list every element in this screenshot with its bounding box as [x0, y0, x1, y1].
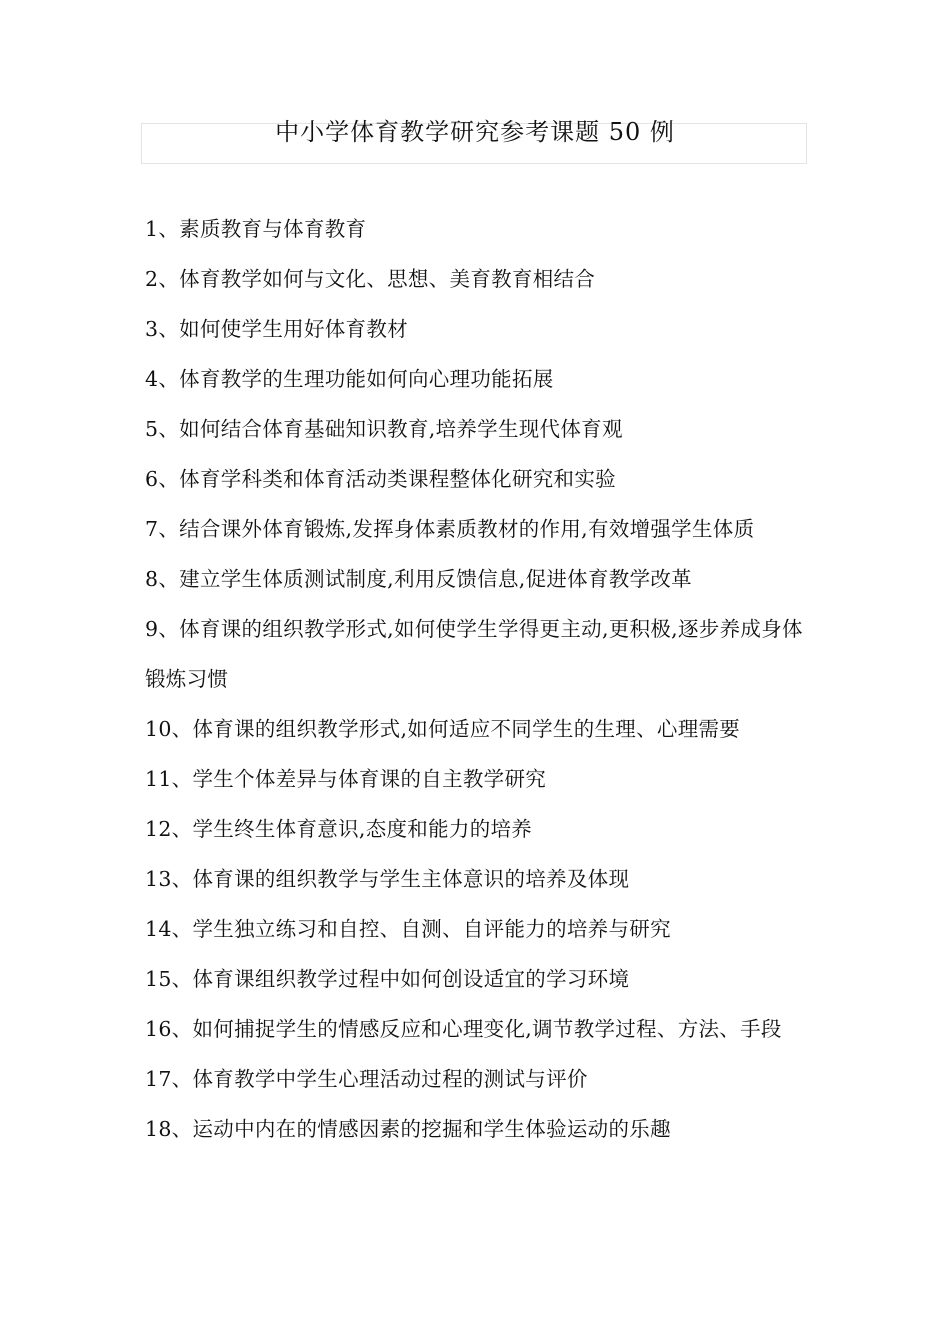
document-title: 中小学体育教学研究参考课题 50 例: [275, 118, 675, 146]
list-item: 1、素质教育与体育教育: [145, 217, 367, 241]
list-item: 2、体育教学如何与文化、思想、美育教育相结合: [145, 267, 596, 291]
list-item: 4、体育教学的生理功能如何向心理功能拓展: [145, 367, 554, 391]
list-item: 18、运动中内在的情感因素的挖掘和学生体验运动的乐趣: [145, 1117, 671, 1141]
list-item: 17、体育教学中学生心理活动过程的测试与评价: [145, 1067, 588, 1091]
list-item: 15、体育课组织教学过程中如何创设适宜的学习环境: [145, 967, 630, 991]
list-item: 11、学生个体差异与体育课的自主教学研究: [145, 767, 547, 791]
topic-list: [145, 204, 815, 1154]
list-item: 16、如何捕捉学生的情感反应和心理变化,调节教学过程、方法、手段: [145, 1017, 782, 1041]
list-item: 9、体育课的组织教学形式,如何使学生学得更主动,更积极,逐步养成身体锻炼习惯: [145, 617, 803, 691]
list-item: 5、如何结合体育基础知识教育,培养学生现代体育观: [145, 417, 623, 441]
list-item: 14、学生独立练习和自控、自测、自评能力的培养与研究: [145, 917, 671, 941]
list-item: 12、学生终生体育意识,态度和能力的培养: [145, 817, 533, 841]
list-item: 8、建立学生体质测试制度,利用反馈信息,促进体育教学改革: [145, 567, 692, 591]
list-item: 6、体育学科类和体育活动类课程整体化研究和实验: [145, 467, 616, 491]
list-item: 7、结合课外体育锻炼,发挥身体素质教材的作用,有效增强学生体质: [145, 517, 755, 541]
list-item: 10、体育课的组织教学形式,如何适应不同学生的生理、心理需要: [145, 717, 741, 741]
list-item: 3、如何使学生用好体育教材: [145, 317, 408, 341]
list-item: 13、体育课的组织教学与学生主体意识的培养及体现: [145, 867, 630, 891]
